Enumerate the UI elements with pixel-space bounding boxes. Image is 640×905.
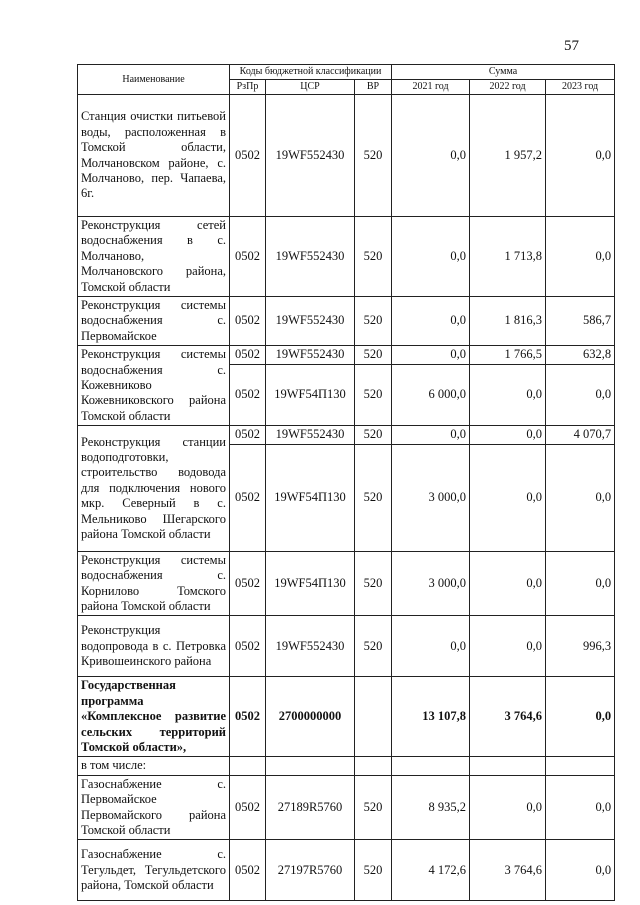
cell-rzpr: 0502	[230, 297, 266, 346]
header-vr: ВР	[355, 80, 392, 95]
cell-2022: 1 816,3	[470, 297, 546, 346]
cell-vr	[355, 757, 392, 775]
cell-rzpr: 0502	[230, 217, 266, 297]
cell-rzpr: 0502	[230, 444, 266, 551]
cell-2021: 13 107,8	[392, 677, 470, 757]
cell-2022: 1 957,2	[470, 95, 546, 217]
cell-vr: 520	[355, 616, 392, 677]
cell-2022: 0,0	[470, 444, 546, 551]
row-name: Государственная программа «Комплексное развитие сельских территорий Томской области»,	[78, 677, 230, 757]
cell-2021: 6 000,0	[392, 365, 470, 426]
cell-2022	[470, 757, 546, 775]
table-header	[78, 65, 615, 95]
cell-vr: 520	[355, 426, 392, 444]
table-row	[78, 616, 615, 677]
table-row	[78, 840, 615, 901]
cell-2023: 0,0	[546, 365, 615, 426]
row-name: Реконструкция водопровода в с. Петровка Кривошеинского района	[78, 616, 230, 677]
cell-csr	[266, 757, 355, 775]
cell-2023: 586,7	[546, 297, 615, 346]
cell-rzpr	[230, 757, 266, 775]
cell-csr: 19WF552430	[266, 297, 355, 346]
table-row	[78, 426, 615, 444]
cell-2021: 8 935,2	[392, 775, 470, 840]
row-name: в том числе:	[78, 757, 230, 775]
cell-rzpr: 0502	[230, 365, 266, 426]
cell-2022: 0,0	[470, 426, 546, 444]
table-row	[78, 775, 615, 840]
cell-vr: 520	[355, 840, 392, 901]
cell-2022: 3 764,6	[470, 840, 546, 901]
header-2023: 2023 год	[546, 80, 615, 95]
row-name: Станция очистки питьевой воды, расположенная в Томской области, Молчановском районе, с. Молчаново, пер. Чапаева, 6г.	[78, 95, 230, 217]
header-sum: Сумма	[392, 65, 615, 80]
cell-csr: 19WF552430	[266, 346, 355, 365]
header-name: Наименование	[78, 65, 230, 95]
cell-2023: 0,0	[546, 551, 615, 616]
cell-2021: 0,0	[392, 297, 470, 346]
row-name: Реконструкция системы водоснабжения с. Первомайское	[78, 297, 230, 346]
table-row	[78, 551, 615, 616]
cell-vr: 520	[355, 444, 392, 551]
cell-2023: 0,0	[546, 95, 615, 217]
table-row	[78, 346, 615, 365]
cell-2022: 1 766,5	[470, 346, 546, 365]
cell-2021: 0,0	[392, 95, 470, 217]
cell-2022: 0,0	[470, 551, 546, 616]
cell-csr: 19WF552430	[266, 616, 355, 677]
row-name: Газоснабжение с. Тегульдет, Тегульдетского района, Томской области	[78, 840, 230, 901]
cell-csr: 27189R5760	[266, 775, 355, 840]
cell-2023: 4 070,7	[546, 426, 615, 444]
cell-vr: 520	[355, 365, 392, 426]
cell-rzpr: 0502	[230, 677, 266, 757]
cell-2021: 3 000,0	[392, 444, 470, 551]
cell-2021: 0,0	[392, 217, 470, 297]
cell-rzpr: 0502	[230, 95, 266, 217]
cell-vr: 520	[355, 551, 392, 616]
header-csr: ЦСР	[266, 80, 355, 95]
cell-vr: 520	[355, 297, 392, 346]
cell-2022: 0,0	[470, 775, 546, 840]
cell-csr: 19WF54П130	[266, 444, 355, 551]
header-2022: 2022 год	[470, 80, 546, 95]
cell-2022: 0,0	[470, 616, 546, 677]
cell-vr: 520	[355, 775, 392, 840]
cell-rzpr: 0502	[230, 551, 266, 616]
row-name: Реконструкция системы водоснабжения с. Кожевниково Кожевниковского района Томской области	[78, 346, 230, 426]
cell-rzpr: 0502	[230, 775, 266, 840]
table-body	[78, 95, 615, 901]
cell-csr: 19WF54П130	[266, 551, 355, 616]
table-row	[78, 217, 615, 297]
cell-rzpr: 0502	[230, 616, 266, 677]
cell-rzpr: 0502	[230, 840, 266, 901]
header-codes: Коды бюджетной классификации	[230, 65, 392, 80]
cell-2023: 0,0	[546, 840, 615, 901]
budget-table	[77, 64, 615, 901]
cell-2022: 0,0	[470, 365, 546, 426]
cell-2021	[392, 757, 470, 775]
cell-csr: 19WF552430	[266, 426, 355, 444]
cell-csr: 19WF552430	[266, 217, 355, 297]
cell-2023: 0,0	[546, 217, 615, 297]
cell-2021: 3 000,0	[392, 551, 470, 616]
cell-csr: 19WF54П130	[266, 365, 355, 426]
cell-2023	[546, 757, 615, 775]
cell-2021: 0,0	[392, 616, 470, 677]
cell-csr: 19WF552430	[266, 95, 355, 217]
row-name: Газоснабжение с. Первомайское Первомайского района Томской области	[78, 775, 230, 840]
cell-vr: 520	[355, 95, 392, 217]
cell-vr	[355, 677, 392, 757]
row-name: Реконструкция сетей водоснабжения в с. Молчаново, Молчановского района, Томской области	[78, 217, 230, 297]
header-rzpr: РзПр	[230, 80, 266, 95]
cell-2021: 0,0	[392, 426, 470, 444]
cell-vr: 520	[355, 217, 392, 297]
cell-2022: 1 713,8	[470, 217, 546, 297]
row-name: Реконструкция системы водоснабжения с. Корнилово Томского района Томской области	[78, 551, 230, 616]
table-row	[78, 677, 615, 757]
table-row	[78, 297, 615, 346]
header-2021: 2021 год	[392, 80, 470, 95]
cell-csr: 27197R5760	[266, 840, 355, 901]
cell-csr: 2700000000	[266, 677, 355, 757]
cell-2023: 0,0	[546, 677, 615, 757]
cell-rzpr: 0502	[230, 346, 266, 365]
cell-rzpr: 0502	[230, 426, 266, 444]
cell-2021: 0,0	[392, 346, 470, 365]
table-row	[78, 95, 615, 217]
cell-2023: 632,8	[546, 346, 615, 365]
cell-2023: 0,0	[546, 444, 615, 551]
cell-2021: 4 172,6	[392, 840, 470, 901]
cell-2023: 996,3	[546, 616, 615, 677]
row-name: Реконструкция станции водоподготовки, строительство водовода для подключения нового мкр. Северный в с. Мельниково Шегарского района Томской области	[78, 426, 230, 551]
cell-2022: 3 764,6	[470, 677, 546, 757]
table-row	[78, 757, 615, 775]
cell-2023: 0,0	[546, 775, 615, 840]
page-number: 57	[564, 38, 579, 54]
cell-vr: 520	[355, 346, 392, 365]
